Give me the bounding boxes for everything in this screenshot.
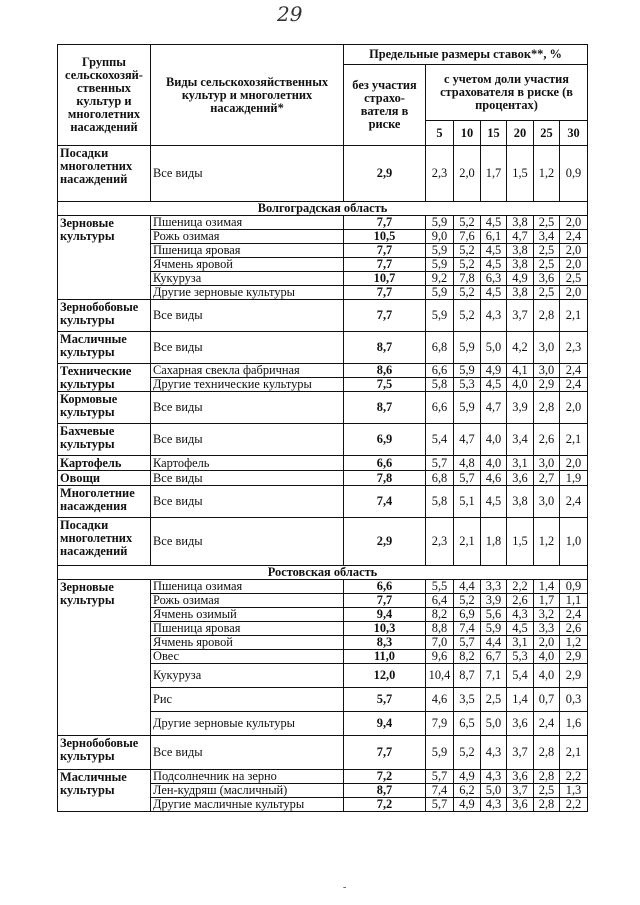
crop-type: Другие масличные культуры <box>151 798 344 812</box>
share-rate-15: 3,3 <box>481 580 507 594</box>
share-rate-30: 1,6 <box>560 712 588 736</box>
share-rate-20: 5,4 <box>507 664 534 688</box>
share-rate-25: 1,2 <box>534 146 560 202</box>
crop-type: Другие зерновые культуры <box>151 712 344 736</box>
share-rate-25: 3,3 <box>534 622 560 636</box>
crop-type: Лен-кудряш (масличный) <box>151 784 344 798</box>
crop-type: Все виды <box>151 518 344 566</box>
crop-type: Все виды <box>151 392 344 424</box>
table-body <box>58 146 588 812</box>
group-name: Масличные культуры <box>58 332 151 364</box>
share-rate-30: 2,3 <box>560 332 588 364</box>
share-rate-15: 4,3 <box>481 770 507 784</box>
share-rate-30: 2,6 <box>560 622 588 636</box>
share-rate-25: 2,8 <box>534 392 560 424</box>
crop-type: Рожь озимая <box>151 230 344 244</box>
base-rate: 6,9 <box>344 424 426 456</box>
base-rate: 5,7 <box>344 688 426 712</box>
share-rate-15: 4,3 <box>481 300 507 332</box>
table-row <box>58 146 588 202</box>
crop-type: Ячмень озимый <box>151 608 344 622</box>
share-rate-15: 4,5 <box>481 244 507 258</box>
table-row <box>58 471 588 486</box>
share-rate-10: 4,7 <box>454 424 481 456</box>
share-rate-30: 2,4 <box>560 608 588 622</box>
share-rate-30: 0,3 <box>560 688 588 712</box>
crop-type: Другие зерновые культуры <box>151 286 344 300</box>
share-rate-15: 4,5 <box>481 216 507 230</box>
share-rate-15: 1,8 <box>481 518 507 566</box>
group-name: Посадки многолетних насаждений <box>58 146 151 202</box>
share-rate-20: 4,7 <box>507 230 534 244</box>
table-row <box>58 216 588 230</box>
base-rate: 7,7 <box>344 300 426 332</box>
share-rate-5: 5,5 <box>426 580 454 594</box>
share-rate-20: 3,8 <box>507 258 534 272</box>
base-rate: 7,7 <box>344 286 426 300</box>
base-rate: 11,0 <box>344 650 426 664</box>
share-rate-10: 8,7 <box>454 664 481 688</box>
share-rate-15: 4,5 <box>481 378 507 392</box>
share-rate-5: 8,2 <box>426 608 454 622</box>
share-rate-15: 4,7 <box>481 392 507 424</box>
base-rate: 10,3 <box>344 622 426 636</box>
share-rate-5: 10,4 <box>426 664 454 688</box>
share-rate-10: 7,6 <box>454 230 481 244</box>
share-rate-30: 2,2 <box>560 798 588 812</box>
share-rate-20: 4,0 <box>507 378 534 392</box>
share-rate-15: 2,5 <box>481 688 507 712</box>
share-rate-5: 9,6 <box>426 650 454 664</box>
table-row <box>58 518 588 566</box>
header-no-participation: без участия страхо-вателя в риске <box>344 65 426 146</box>
share-rate-20: 3,6 <box>507 770 534 784</box>
share-rate-30: 2,9 <box>560 664 588 688</box>
base-rate: 8,3 <box>344 636 426 650</box>
table-row <box>58 486 588 518</box>
header-groups: Группы сельскохозяй-ственных культур и многолетних насаждений <box>58 45 151 146</box>
share-rate-20: 3,4 <box>507 424 534 456</box>
share-rate-5: 5,9 <box>426 216 454 230</box>
share-rate-10: 6,9 <box>454 608 481 622</box>
share-rate-15: 4,5 <box>481 258 507 272</box>
share-rate-20: 1,4 <box>507 688 534 712</box>
group-name: Кормовые культуры <box>58 392 151 424</box>
group-name: Зерновые культуры <box>58 216 151 300</box>
share-rate-20: 4,5 <box>507 622 534 636</box>
base-rate: 10,5 <box>344 230 426 244</box>
crop-type: Пшеница яровая <box>151 244 344 258</box>
share-rate-10: 5,2 <box>454 594 481 608</box>
share-rate-5: 8,8 <box>426 622 454 636</box>
share-rate-15: 4,5 <box>481 486 507 518</box>
group-name: Овощи <box>58 471 151 486</box>
share-rate-15: 6,7 <box>481 650 507 664</box>
share-rate-30: 2,1 <box>560 736 588 770</box>
share-rate-25: 2,5 <box>534 258 560 272</box>
share-rate-30: 2,4 <box>560 486 588 518</box>
base-rate: 7,7 <box>344 594 426 608</box>
crop-type: Все виды <box>151 146 344 202</box>
share-rate-15: 4,3 <box>481 798 507 812</box>
share-rate-15: 4,9 <box>481 364 507 378</box>
share-rate-25: 2,5 <box>534 216 560 230</box>
share-rate-30: 1,3 <box>560 784 588 798</box>
crop-type: Все виды <box>151 736 344 770</box>
share-rate-5: 5,9 <box>426 736 454 770</box>
share-rate-15: 6,1 <box>481 230 507 244</box>
crop-type: Сахарная свекла фабричная <box>151 364 344 378</box>
base-rate: 10,7 <box>344 272 426 286</box>
share-rate-30: 1,9 <box>560 471 588 486</box>
crop-type: Другие технические культуры <box>151 378 344 392</box>
base-rate: 12,0 <box>344 664 426 688</box>
crop-type: Все виды <box>151 424 344 456</box>
base-rate: 7,7 <box>344 244 426 258</box>
share-rate-25: 3,0 <box>534 486 560 518</box>
base-rate: 7,2 <box>344 798 426 812</box>
base-rate: 9,4 <box>344 712 426 736</box>
share-rate-20: 4,2 <box>507 332 534 364</box>
share-rate-30: 2,4 <box>560 230 588 244</box>
share-rate-20: 1,5 <box>507 518 534 566</box>
group-name: Зернобобовые культуры <box>58 736 151 770</box>
share-rate-20: 3,8 <box>507 244 534 258</box>
share-rate-20: 3,9 <box>507 392 534 424</box>
crop-type: Пшеница озимая <box>151 216 344 230</box>
share-rate-10: 5,2 <box>454 736 481 770</box>
base-rate: 7,2 <box>344 770 426 784</box>
header-with-share: с учетом доли участия страхователя в риске (в процентах) <box>426 65 588 121</box>
share-rate-5: 5,7 <box>426 770 454 784</box>
crop-type: Картофель <box>151 456 344 471</box>
share-rate-20: 3,6 <box>507 471 534 486</box>
share-rate-10: 3,5 <box>454 688 481 712</box>
table-row <box>58 456 588 471</box>
crop-type: Все виды <box>151 471 344 486</box>
share-rate-10: 4,9 <box>454 798 481 812</box>
base-rate: 2,9 <box>344 146 426 202</box>
crop-type: Ячмень яровой <box>151 636 344 650</box>
share-rate-10: 6,2 <box>454 784 481 798</box>
share-rate-25: 2,9 <box>534 378 560 392</box>
share-rate-25: 3,0 <box>534 364 560 378</box>
crop-type: Все виды <box>151 300 344 332</box>
share-rate-10: 6,5 <box>454 712 481 736</box>
share-rate-30: 2,0 <box>560 216 588 230</box>
group-name: Зернобобовые культуры <box>58 300 151 332</box>
share-rate-20: 2,2 <box>507 580 534 594</box>
share-rate-15: 7,1 <box>481 664 507 688</box>
header-share-10: 10 <box>454 121 481 146</box>
group-name: Картофель <box>58 456 151 471</box>
share-rate-25: 3,0 <box>534 332 560 364</box>
share-rate-10: 4,9 <box>454 770 481 784</box>
share-rate-25: 2,8 <box>534 736 560 770</box>
share-rate-20: 3,6 <box>507 798 534 812</box>
group-name: Бахчевые культуры <box>58 424 151 456</box>
share-rate-15: 3,9 <box>481 594 507 608</box>
share-rate-25: 0,7 <box>534 688 560 712</box>
share-rate-10: 4,4 <box>454 580 481 594</box>
crop-type: Все виды <box>151 332 344 364</box>
share-rate-25: 2,4 <box>534 712 560 736</box>
share-rate-30: 0,9 <box>560 580 588 594</box>
share-rate-10: 5,2 <box>454 216 481 230</box>
insurance-rates-table <box>57 44 588 812</box>
share-rate-20: 3,1 <box>507 456 534 471</box>
share-rate-15: 5,9 <box>481 622 507 636</box>
table-row <box>58 770 588 784</box>
share-rate-20: 3,6 <box>507 712 534 736</box>
base-rate: 8,6 <box>344 364 426 378</box>
share-rate-15: 6,3 <box>481 272 507 286</box>
share-rate-30: 0,9 <box>560 146 588 202</box>
table-row <box>58 300 588 332</box>
share-rate-25: 3,2 <box>534 608 560 622</box>
share-rate-15: 5,0 <box>481 332 507 364</box>
share-rate-5: 5,8 <box>426 486 454 518</box>
share-rate-5: 5,7 <box>426 798 454 812</box>
region-title: Волгоградская область <box>58 202 588 216</box>
share-rate-30: 2,0 <box>560 392 588 424</box>
base-rate: 6,6 <box>344 456 426 471</box>
region-row <box>58 202 588 216</box>
base-rate: 8,7 <box>344 784 426 798</box>
share-rate-5: 2,3 <box>426 146 454 202</box>
share-rate-15: 4,5 <box>481 286 507 300</box>
share-rate-15: 5,0 <box>481 784 507 798</box>
share-rate-25: 2,7 <box>534 471 560 486</box>
table-header <box>58 45 588 146</box>
group-name: Посадки многолетних насаждений <box>58 518 151 566</box>
share-rate-10: 7,8 <box>454 272 481 286</box>
share-rate-5: 2,3 <box>426 518 454 566</box>
group-name: Многолетние насаждения <box>58 486 151 518</box>
share-rate-5: 5,9 <box>426 244 454 258</box>
group-name: Масличные культуры <box>58 770 151 812</box>
share-rate-20: 3,7 <box>507 300 534 332</box>
crop-type: Подсолнечник на зерно <box>151 770 344 784</box>
share-rate-5: 5,9 <box>426 258 454 272</box>
share-rate-5: 6,6 <box>426 392 454 424</box>
share-rate-10: 2,1 <box>454 518 481 566</box>
share-rate-25: 2,5 <box>534 244 560 258</box>
share-rate-25: 1,2 <box>534 518 560 566</box>
base-rate: 8,7 <box>344 392 426 424</box>
base-rate: 7,7 <box>344 736 426 770</box>
share-rate-20: 2,6 <box>507 594 534 608</box>
share-rate-5: 5,9 <box>426 300 454 332</box>
share-rate-20: 4,3 <box>507 608 534 622</box>
share-rate-15: 5,0 <box>481 712 507 736</box>
table-row <box>58 364 588 378</box>
share-rate-10: 2,0 <box>454 146 481 202</box>
crop-type: Все виды <box>151 486 344 518</box>
share-rate-25: 4,0 <box>534 664 560 688</box>
share-rate-5: 6,6 <box>426 364 454 378</box>
share-rate-30: 1,0 <box>560 518 588 566</box>
header-limits: Предельные размеры ставок**, % <box>344 45 588 65</box>
share-rate-5: 7,0 <box>426 636 454 650</box>
share-rate-25: 1,7 <box>534 594 560 608</box>
share-rate-10: 5,2 <box>454 258 481 272</box>
share-rate-25: 2,6 <box>534 424 560 456</box>
share-rate-5: 5,7 <box>426 456 454 471</box>
share-rate-30: 2,2 <box>560 770 588 784</box>
group-name: Технические культуры <box>58 364 151 392</box>
share-rate-5: 9,0 <box>426 230 454 244</box>
share-rate-5: 7,4 <box>426 784 454 798</box>
share-rate-10: 5,2 <box>454 300 481 332</box>
crop-type: Ячмень яровой <box>151 258 344 272</box>
table-row <box>58 424 588 456</box>
share-rate-10: 5,9 <box>454 392 481 424</box>
share-rate-5: 9,2 <box>426 272 454 286</box>
header-share-15: 15 <box>481 121 507 146</box>
base-rate: 7,7 <box>344 258 426 272</box>
share-rate-10: 5,2 <box>454 244 481 258</box>
share-rate-25: 3,6 <box>534 272 560 286</box>
share-rate-25: 3,4 <box>534 230 560 244</box>
share-rate-5: 5,8 <box>426 378 454 392</box>
share-rate-15: 4,0 <box>481 424 507 456</box>
share-rate-10: 5,7 <box>454 636 481 650</box>
share-rate-30: 1,2 <box>560 636 588 650</box>
footer-mark: - <box>343 882 347 893</box>
share-rate-10: 7,4 <box>454 622 481 636</box>
region-title: Ростовская область <box>58 566 588 580</box>
share-rate-5: 5,4 <box>426 424 454 456</box>
base-rate: 7,4 <box>344 486 426 518</box>
base-rate: 7,7 <box>344 216 426 230</box>
share-rate-15: 4,6 <box>481 471 507 486</box>
base-rate: 2,9 <box>344 518 426 566</box>
base-rate: 7,8 <box>344 471 426 486</box>
share-rate-10: 5,3 <box>454 378 481 392</box>
share-rate-5: 7,9 <box>426 712 454 736</box>
share-rate-20: 3,8 <box>507 216 534 230</box>
base-rate: 8,7 <box>344 332 426 364</box>
share-rate-25: 2,0 <box>534 636 560 650</box>
share-rate-20: 5,3 <box>507 650 534 664</box>
share-rate-25: 2,5 <box>534 286 560 300</box>
share-rate-20: 3,7 <box>507 784 534 798</box>
share-rate-15: 5,6 <box>481 608 507 622</box>
share-rate-30: 2,0 <box>560 244 588 258</box>
share-rate-25: 2,5 <box>534 784 560 798</box>
share-rate-30: 2,9 <box>560 650 588 664</box>
share-rate-30: 2,0 <box>560 456 588 471</box>
share-rate-25: 4,0 <box>534 650 560 664</box>
crop-type: Пшеница яровая <box>151 622 344 636</box>
share-rate-20: 3,1 <box>507 636 534 650</box>
page-number: 29 <box>277 2 303 26</box>
table-row <box>58 736 588 770</box>
share-rate-10: 5,7 <box>454 471 481 486</box>
header-share-20: 20 <box>507 121 534 146</box>
crop-type: Пшеница озимая <box>151 580 344 594</box>
share-rate-5: 5,9 <box>426 286 454 300</box>
share-rate-10: 4,8 <box>454 456 481 471</box>
share-rate-5: 6,4 <box>426 594 454 608</box>
share-rate-25: 3,0 <box>534 456 560 471</box>
header-share-5: 5 <box>426 121 454 146</box>
share-rate-25: 1,4 <box>534 580 560 594</box>
crop-type: Рис <box>151 688 344 712</box>
share-rate-20: 3,7 <box>507 736 534 770</box>
header-share-30: 30 <box>560 121 588 146</box>
share-rate-10: 5,1 <box>454 486 481 518</box>
crop-type: Рожь озимая <box>151 594 344 608</box>
share-rate-10: 5,9 <box>454 332 481 364</box>
share-rate-10: 8,2 <box>454 650 481 664</box>
share-rate-15: 4,0 <box>481 456 507 471</box>
share-rate-5: 6,8 <box>426 471 454 486</box>
share-rate-15: 4,4 <box>481 636 507 650</box>
base-rate: 9,4 <box>344 608 426 622</box>
table-row <box>58 580 588 594</box>
crop-type: Кукуруза <box>151 272 344 286</box>
header-share-25: 25 <box>534 121 560 146</box>
share-rate-15: 4,3 <box>481 736 507 770</box>
share-rate-25: 2,8 <box>534 770 560 784</box>
share-rate-20: 3,8 <box>507 286 534 300</box>
share-rate-30: 2,4 <box>560 364 588 378</box>
share-rate-10: 5,9 <box>454 364 481 378</box>
table-row <box>58 332 588 364</box>
share-rate-25: 2,8 <box>534 798 560 812</box>
share-rate-20: 1,5 <box>507 146 534 202</box>
crop-type: Овес <box>151 650 344 664</box>
share-rate-30: 2,1 <box>560 424 588 456</box>
share-rate-25: 2,8 <box>534 300 560 332</box>
group-name: Зерновые культуры <box>58 580 151 736</box>
share-rate-30: 2,0 <box>560 258 588 272</box>
share-rate-30: 1,1 <box>560 594 588 608</box>
share-rate-30: 2,1 <box>560 300 588 332</box>
share-rate-20: 3,8 <box>507 486 534 518</box>
share-rate-30: 2,5 <box>560 272 588 286</box>
share-rate-5: 6,8 <box>426 332 454 364</box>
share-rate-20: 4,9 <box>507 272 534 286</box>
crop-type: Кукуруза <box>151 664 344 688</box>
base-rate: 6,6 <box>344 580 426 594</box>
base-rate: 7,5 <box>344 378 426 392</box>
share-rate-15: 1,7 <box>481 146 507 202</box>
share-rate-5: 4,6 <box>426 688 454 712</box>
share-rate-30: 2,4 <box>560 378 588 392</box>
share-rate-10: 5,2 <box>454 286 481 300</box>
share-rate-20: 4,1 <box>507 364 534 378</box>
region-row <box>58 566 588 580</box>
header-types: Виды сельскохозяйственных культур и многолетних насаждений* <box>151 45 344 146</box>
table-row <box>58 392 588 424</box>
share-rate-30: 2,0 <box>560 286 588 300</box>
